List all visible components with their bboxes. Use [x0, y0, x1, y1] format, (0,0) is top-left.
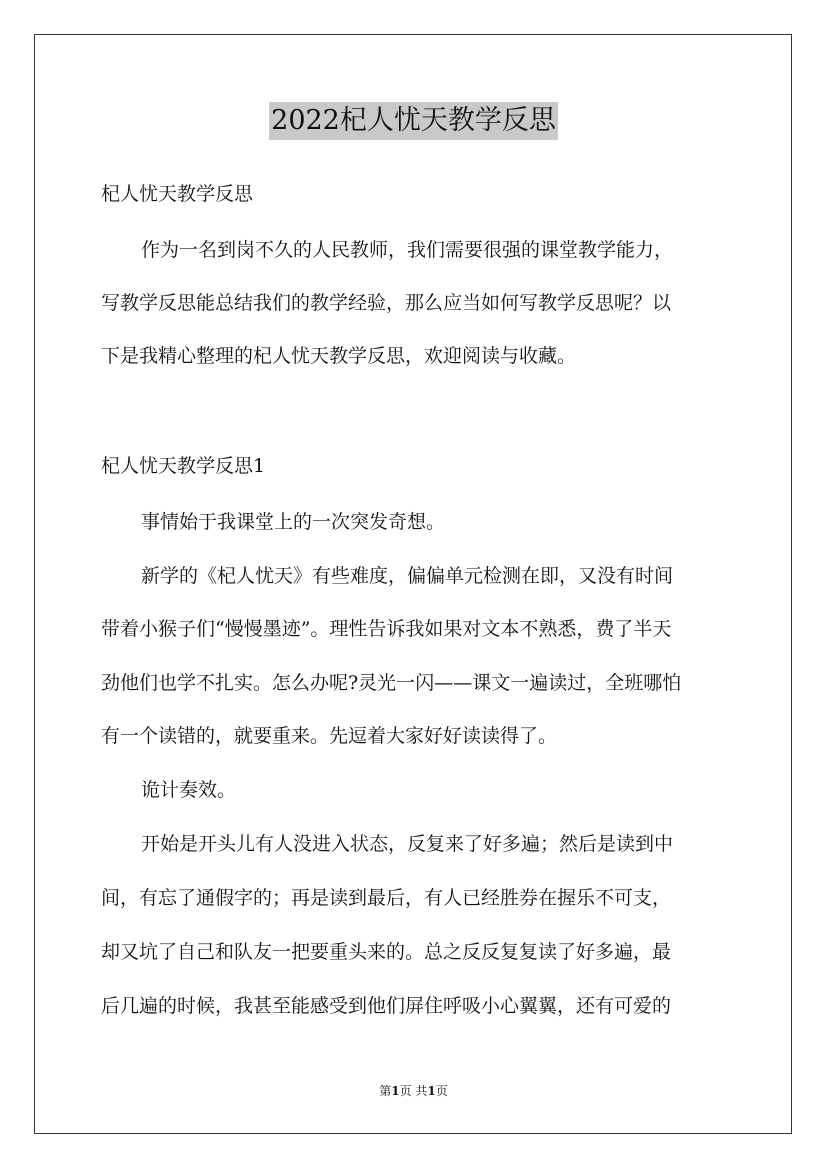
page-footer — [0, 1083, 827, 1099]
paragraph-line: 写教学反思能总结我们的教学经验，那么应当如何写教学反思呢？以 — [101, 292, 672, 314]
section-heading: 杞人忧天教学反思1 — [101, 455, 266, 477]
paragraph-line: 事情始于我课堂上的一次突发奇想。 — [141, 511, 446, 533]
paragraph-line: 下是我精心整理的杞人忧天教学反思，欢迎阅读与收藏。 — [101, 345, 577, 367]
paragraph-line: 后几遍的时候，我甚至能感受到他们屏住呼吸小心翼翼，还有可爱的 — [101, 995, 672, 1017]
paragraph-line: 间，有忘了通假字的；再是读到最后，有人已经胜券在握乐不可支， — [101, 887, 672, 909]
paragraph-line: 诡计奏效。 — [141, 779, 237, 801]
document-title: 2022杞人忧天教学反思 — [269, 102, 558, 140]
footer-prefix: 第 — [379, 1084, 392, 1098]
footer-suffix: 页 — [435, 1084, 448, 1098]
title-container — [0, 102, 827, 140]
footer-page-total: 1 — [427, 1084, 436, 1098]
paragraph-line: 新学的《杞人忧天》有些难度，偏偏单元检测在即，又没有时间 — [141, 565, 674, 587]
paragraph-line: 却又坑了自己和队友一把要重头来的。总之反反复复读了好多遍，最 — [101, 941, 672, 963]
section-heading: 杞人忧天教学反思 — [101, 183, 254, 205]
paragraph-line: 开始是开头儿有人没进入状态，反复来了好多遍；然后是读到中 — [141, 833, 674, 855]
paragraph-line: 有一个读错的，就要重来。先逗着大家好好读读得了。 — [101, 725, 558, 747]
paragraph-line: 劲他们也学不扎实。怎么办呢?灵光一闪——课文一遍读过，全班哪怕 — [101, 672, 682, 694]
paragraph-line: 带着小猴子们“慢慢墨迹”。理性告诉我如果对文本不熟悉，费了半天 — [101, 618, 672, 640]
footer-mid: 页 共 — [399, 1084, 428, 1098]
footer-page-current: 1 — [391, 1084, 400, 1098]
paragraph-line: 作为一名到岗不久的人民教师，我们需要很强的课堂教学能力， — [141, 239, 674, 261]
